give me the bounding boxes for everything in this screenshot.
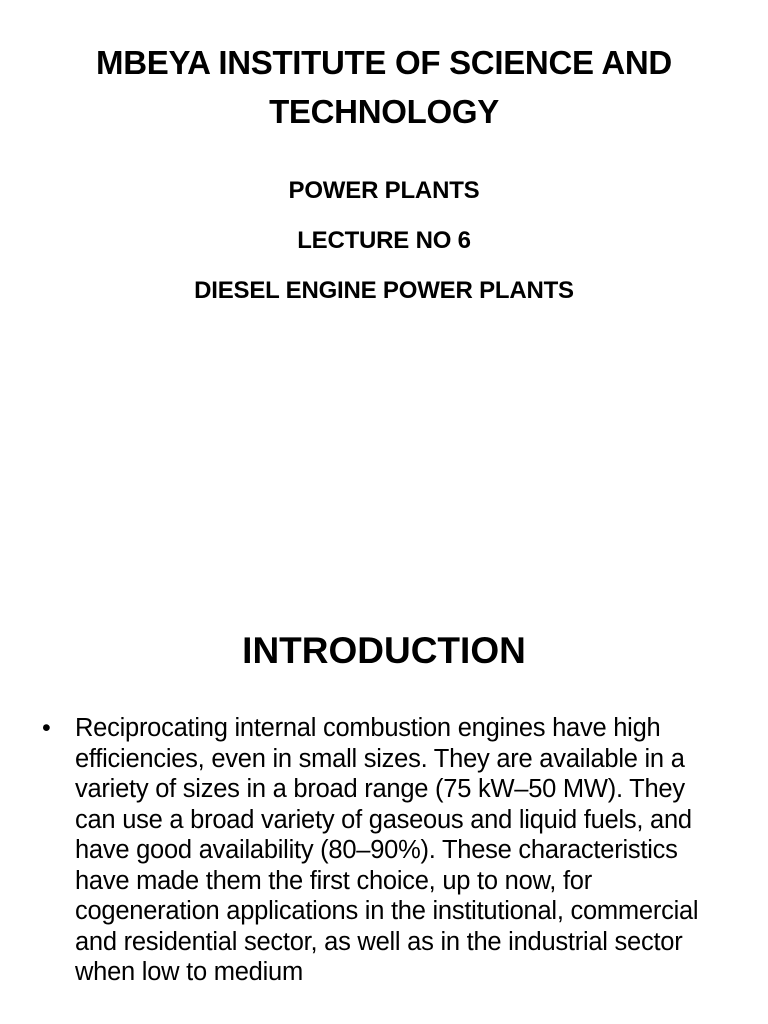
course-name: POWER PLANTS — [288, 177, 480, 204]
introduction-slide — [0, 576, 768, 1024]
institution-title: MBEYA INSTITUTE OF SCIENCE AND TECHNOLOGY — [96, 44, 672, 130]
bullet-text: Reciprocating internal combustion engines have high efficiencies, even in small sizes. They are available in a variety of sizes in a broad range (75 kW–50 MW). They can use a broad variety of gaseous and liquid fuels, and have good availability (80–90%). These characteristics have made them the first choice, up to now, for cogeneration applications in the institutional, commercial and residential sector, as well as in the industrial sector when low to medium — [75, 714, 699, 986]
bullet-item — [40, 713, 730, 988]
lecture-number: LECTURE NO 6 — [297, 227, 471, 254]
bullet-list — [40, 713, 730, 988]
bullet-marker: • — [42, 714, 51, 742]
lecture-topic: DIESEL ENGINE POWER PLANTS — [194, 277, 574, 304]
lecture-subtitle — [40, 166, 728, 316]
section-heading: INTRODUCTION — [242, 630, 526, 671]
